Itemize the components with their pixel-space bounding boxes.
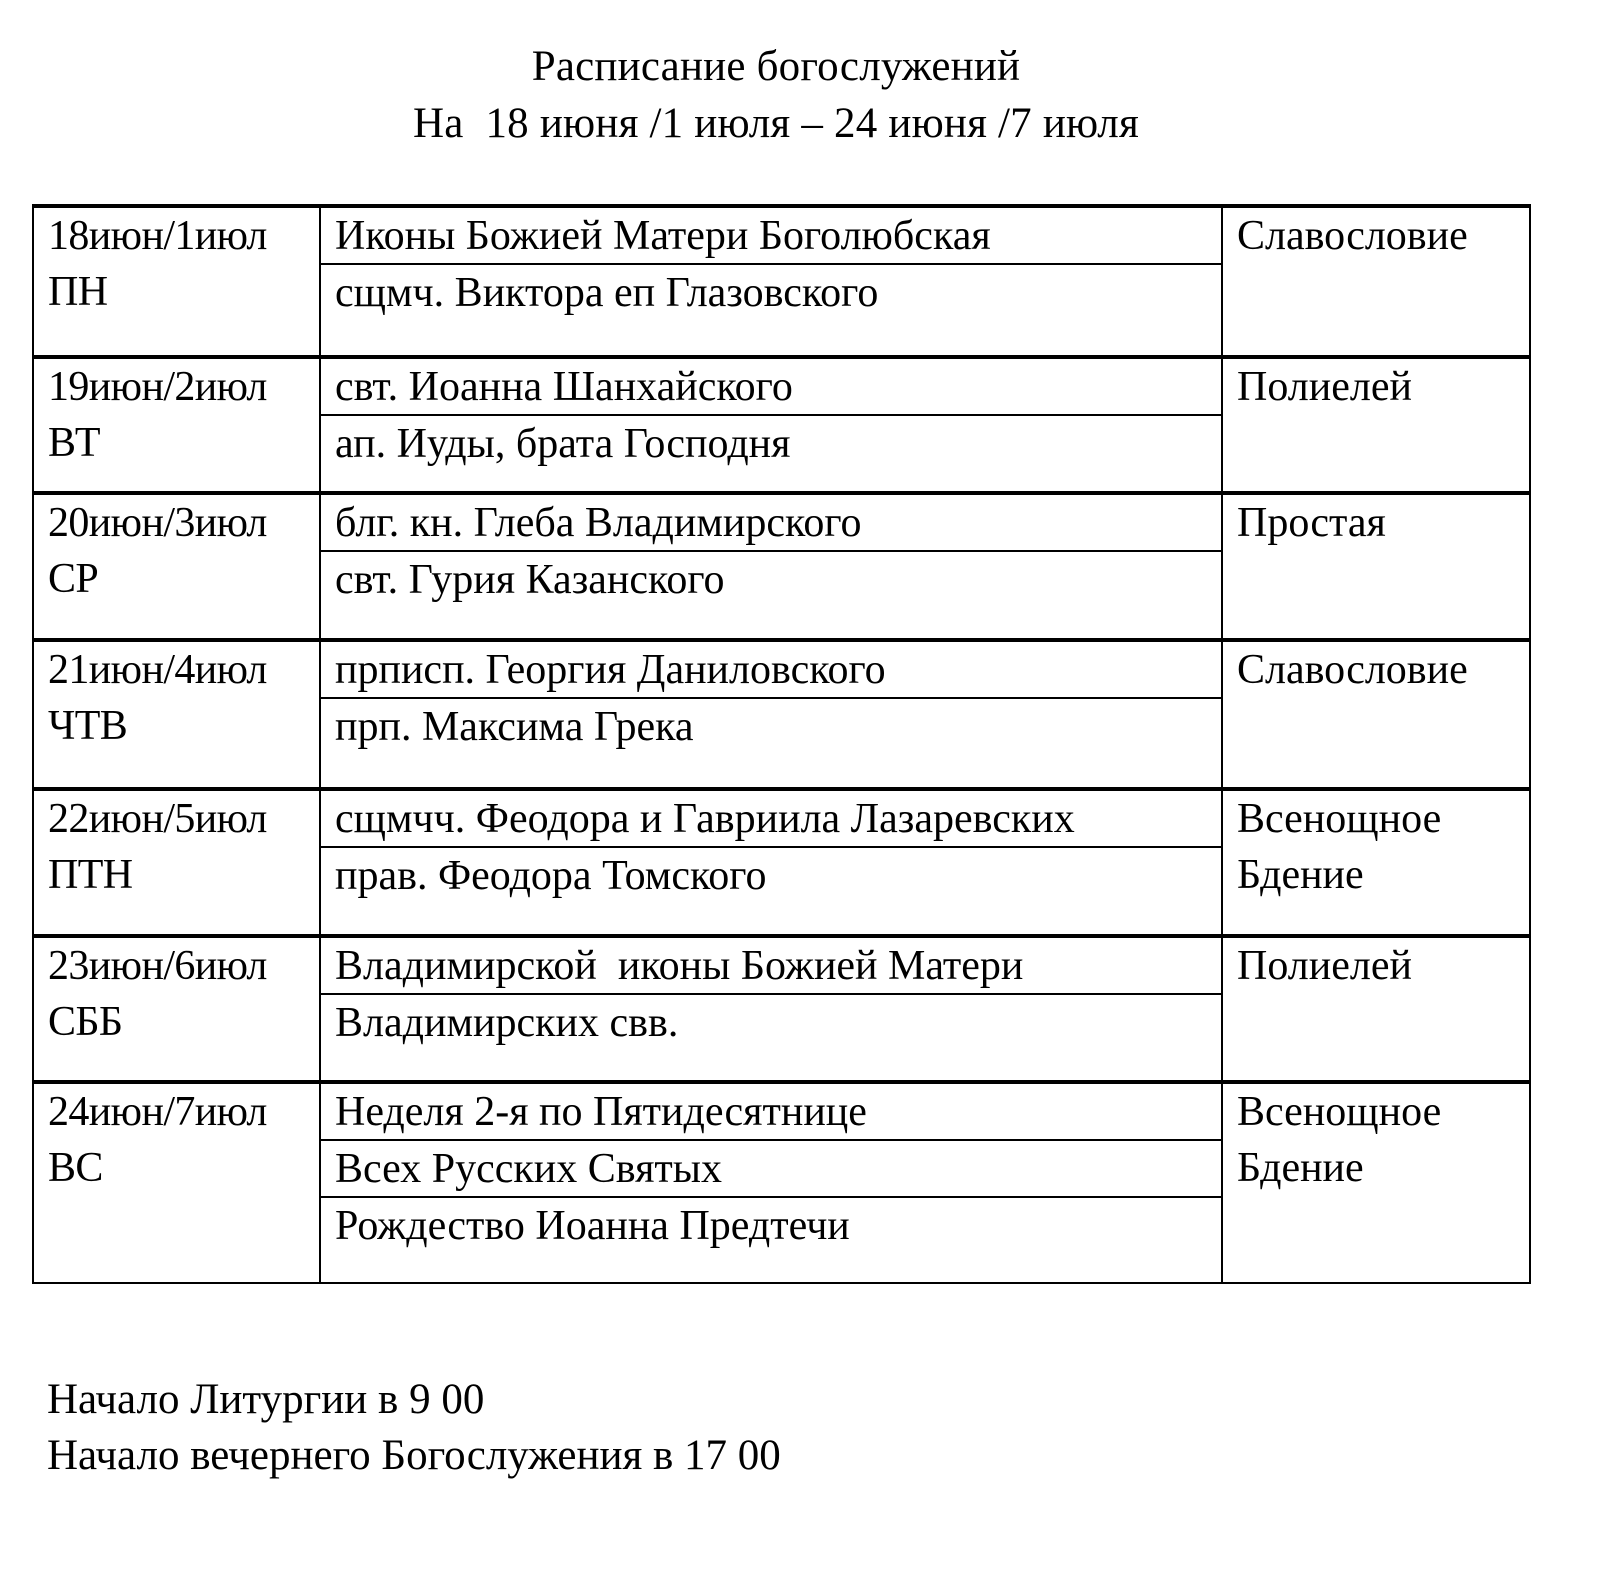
saint-entry: сщмчч. Феодора и Гавриила Лазаревских <box>321 791 1221 848</box>
saints-cell <box>320 936 1222 1082</box>
schedule-table <box>32 204 1531 1284</box>
service-cell <box>1222 206 1530 357</box>
service-type: Полиелей <box>1237 364 1412 410</box>
service-cell <box>1222 493 1530 640</box>
date-cell <box>33 206 320 357</box>
service-type: Полиелей <box>1237 943 1412 989</box>
date-label: 24июн/7июл <box>48 1089 267 1135</box>
date-cell <box>33 640 320 789</box>
date-label: 22июн/5июл <box>48 796 267 842</box>
saints-cell <box>320 493 1222 640</box>
service-cell <box>1222 1082 1530 1283</box>
saint-entry: Владимирской иконы Божией Матери <box>321 938 1221 995</box>
saint-entry: Всех Русских Святых <box>321 1141 1221 1198</box>
page-title: Расписание богослужений <box>531 43 1021 90</box>
saint-entry: свт. Гурия Казанского <box>335 557 725 603</box>
liturgy-start-note: Начало Литургии в 9 00 <box>47 1376 485 1423</box>
date-cell <box>33 936 320 1082</box>
weekday-label: ВТ <box>48 420 100 466</box>
service-type: Славословие <box>1237 213 1468 259</box>
table-row <box>33 493 1530 640</box>
weekday-label: ПН <box>48 269 108 315</box>
saint-entry: Рождество Иоанна Предтечи <box>335 1203 850 1249</box>
service-times <box>47 1372 781 1484</box>
date-label: 18июн/1июл <box>48 213 267 259</box>
vespers-start-note: Начало вечернего Богослужения в 17 00 <box>47 1432 781 1479</box>
date-cell <box>33 357 320 493</box>
service-type: Славословие <box>1237 647 1468 693</box>
table-row <box>33 936 1530 1082</box>
saint-entry: прп. Максима Грека <box>335 704 694 750</box>
weekday-label: ПТН <box>48 852 133 898</box>
table-row <box>33 357 1530 493</box>
date-label: 20июн/3июл <box>48 500 267 546</box>
weekday-label: ЧТВ <box>48 703 128 749</box>
table-row <box>33 1082 1530 1283</box>
saints-cell <box>320 640 1222 789</box>
saint-entry: прписп. Георгия Даниловского <box>321 642 1221 699</box>
table-row <box>33 206 1530 357</box>
date-range-subtitle: На 18 июня /1 июля – 24 июня /7 июля <box>413 100 1139 147</box>
date-cell <box>33 1082 320 1283</box>
saint-entry: блг. кн. Глеба Владимирского <box>321 495 1221 552</box>
weekday-label: СББ <box>48 999 123 1045</box>
page-header <box>0 38 1552 152</box>
service-cell <box>1222 789 1530 936</box>
saint-entry: Неделя 2-я по Пятидесятнице <box>321 1084 1221 1141</box>
date-label: 21июн/4июл <box>48 647 267 693</box>
table-row <box>33 640 1530 789</box>
saints-cell <box>320 1082 1222 1283</box>
date-cell <box>33 789 320 936</box>
date-cell <box>33 493 320 640</box>
saints-cell <box>320 357 1222 493</box>
saint-entry: сщмч. Виктора еп Глазовского <box>335 270 879 316</box>
saints-cell <box>320 206 1222 357</box>
service-type: Простая <box>1237 500 1386 546</box>
date-label: 19июн/2июл <box>48 364 267 410</box>
service-cell <box>1222 357 1530 493</box>
saint-entry: свт. Иоанна Шанхайского <box>321 359 1221 416</box>
table-row <box>33 789 1530 936</box>
date-label: 23июн/6июл <box>48 943 267 989</box>
saints-cell <box>320 789 1222 936</box>
saint-entry: Владимирских свв. <box>335 1000 679 1046</box>
saint-entry: Иконы Божией Матери Боголюбская <box>321 208 1221 265</box>
service-type: Всенощное Бдение <box>1237 796 1442 898</box>
saint-entry: прав. Феодора Томского <box>335 853 767 899</box>
service-type: Всенощное Бдение <box>1237 1089 1442 1191</box>
service-cell <box>1222 640 1530 789</box>
service-cell <box>1222 936 1530 1082</box>
saint-entry: ап. Иуды, брата Господня <box>335 421 791 467</box>
weekday-label: ВС <box>48 1145 103 1191</box>
weekday-label: СР <box>48 556 99 602</box>
